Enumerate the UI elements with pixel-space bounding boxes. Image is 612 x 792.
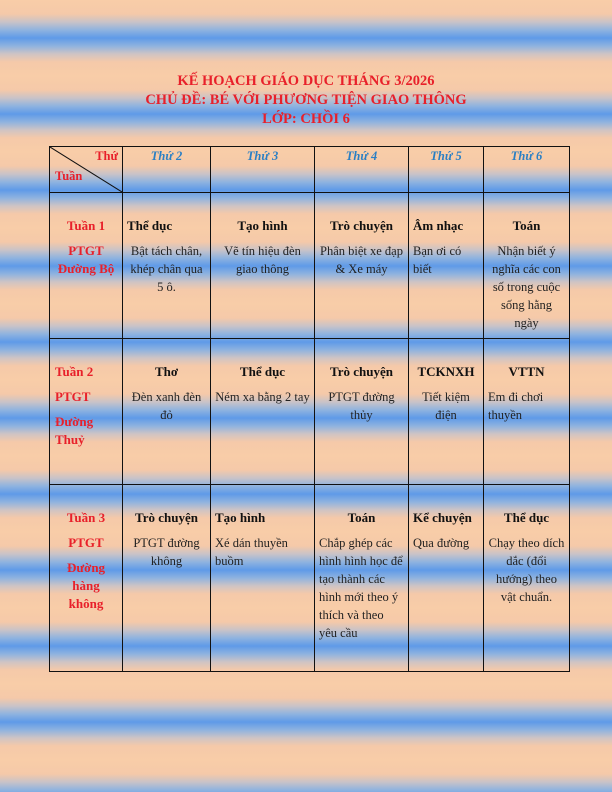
activity-content: Tiết kiệm điện — [422, 390, 470, 422]
activity-content: Em đi chơi thuyền — [488, 390, 544, 422]
document-header — [0, 72, 612, 129]
activity-title: Thể dục — [503, 510, 550, 525]
activity-content: Xé dán thuyền buồm — [215, 536, 288, 568]
activity-title: Thể dục — [239, 364, 286, 379]
activity-cell — [123, 485, 211, 672]
activity-content: Ném xa bằng 2 tay — [215, 390, 310, 404]
corner-day-label: Thứ — [95, 149, 118, 163]
table-row — [50, 193, 570, 339]
activity-title: Thơ — [154, 364, 179, 379]
corner-week-label: Tuần — [55, 169, 83, 183]
activity-title: Thể dục — [127, 218, 173, 233]
activity-cell — [484, 339, 570, 485]
activity-cell — [211, 485, 315, 672]
week-label-cell — [50, 339, 123, 485]
week-topic: PTGT — [68, 535, 104, 550]
activity-title: Trò chuyện — [135, 510, 198, 525]
activity-content: PTGT đường thủy — [328, 390, 395, 422]
activity-cell — [123, 339, 211, 485]
table-row — [50, 339, 570, 485]
day-header: Thứ 5 — [409, 147, 484, 193]
activity-cell — [484, 193, 570, 339]
activity-content: Phân biệt xe đạp & Xe máy — [320, 244, 403, 276]
activity-cell — [315, 193, 409, 339]
theme-title: CHỦ ĐỀ: BÉ VỚI PHƯƠNG TIỆN GIAO THÔNG — [145, 92, 467, 108]
activity-content: Vẽ tín hiệu đèn giao thông — [224, 244, 301, 276]
activity-cell — [211, 339, 315, 485]
activity-title: TCKNXH — [417, 364, 475, 379]
activity-title: Toán — [347, 510, 376, 525]
day-header: Thứ 2 — [123, 147, 211, 193]
table-row — [50, 485, 570, 672]
class-title: LỚP: CHỒI 6 — [262, 111, 350, 127]
activity-cell — [315, 339, 409, 485]
week-number: Tuần 1 — [66, 218, 106, 233]
activity-title: Tạo hình — [215, 510, 266, 525]
activity-content: Qua đường — [413, 536, 470, 550]
week-subtopic: Đường Thuỷ — [55, 414, 94, 447]
activity-title: Trò chuyện — [330, 218, 393, 233]
activity-content: Chắp ghép các hình hình học để tạo thành các hình mới theo ý thích và theo yêu cầu — [319, 536, 403, 640]
activity-title: VTTN — [508, 364, 545, 379]
activity-title: Kể chuyện — [413, 510, 472, 525]
day-header: Thứ 6 — [484, 147, 570, 193]
week-number: Tuần 2 — [55, 364, 94, 379]
week-subtopic: Đường Bộ — [57, 261, 115, 276]
activity-cell — [409, 339, 484, 485]
week-topic: PTGT — [68, 243, 104, 258]
activity-cell — [315, 485, 409, 672]
day-header: Thứ 4 — [315, 147, 409, 193]
activity-content: Bật tách chân, khép chân qua 5 ô. — [130, 244, 203, 294]
activity-cell — [484, 485, 570, 672]
week-label-cell — [50, 193, 123, 339]
activity-title: Trò chuyện — [330, 364, 393, 379]
table-header-row — [50, 147, 570, 193]
week-label-cell — [50, 485, 123, 672]
activity-content: Nhận biết ý nghĩa các con số trong cuộc sống hằng ngày — [492, 244, 561, 330]
activity-content: PTGT đường không — [133, 536, 200, 568]
corner-cell — [50, 147, 123, 193]
activity-cell — [409, 193, 484, 339]
activity-cell — [409, 485, 484, 672]
week-topic: PTGT — [55, 389, 91, 404]
activity-content: Chạy theo dích dắc (đổi hướng) theo vật chuẩn. — [488, 536, 565, 604]
day-header: Thứ 3 — [211, 147, 315, 193]
activity-cell — [123, 193, 211, 339]
activity-cell — [211, 193, 315, 339]
activity-title: Âm nhạc — [413, 218, 464, 233]
week-subtopic: Đường hàng không — [66, 560, 106, 611]
activity-title: Tạo hình — [237, 218, 288, 233]
weekly-plan-table — [49, 146, 570, 672]
plan-title: KẾ HOẠCH GIÁO DỤC THÁNG 3/2026 — [177, 73, 435, 89]
activity-title: Toán — [512, 218, 541, 233]
week-number: Tuần 3 — [66, 510, 106, 525]
activity-content: Bạn ơi có biết — [413, 244, 462, 276]
activity-content: Đèn xanh đèn đỏ — [131, 390, 202, 422]
